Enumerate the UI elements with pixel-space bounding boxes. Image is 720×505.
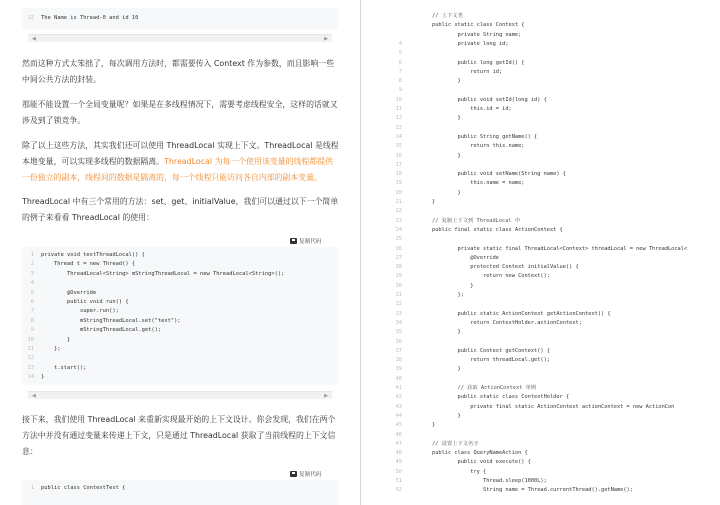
code-line bbox=[361, 468, 720, 477]
line-number: 49 bbox=[395, 459, 402, 466]
code-text: } bbox=[432, 152, 461, 159]
code-line bbox=[361, 152, 720, 161]
code-line bbox=[361, 114, 720, 123]
code-line bbox=[361, 96, 720, 105]
line-number: 43 bbox=[395, 403, 402, 410]
code-text: public void setId(long id) { bbox=[432, 96, 547, 103]
code-text: this.name = name; bbox=[432, 180, 525, 187]
code-text: super.run(); bbox=[41, 308, 119, 315]
code-line bbox=[361, 198, 720, 207]
threadlocal-highlight-text: ThreadLocal 为每一个使用该变量的线程都提供一份独立的副本，线程间的数据是隔离的，每一个线程只能访问各自内部的副本变量。 bbox=[22, 157, 333, 182]
threadlocal-intro-text: 除了以上这些方法，其实我们还可以使用 ThreadLocal 实现上下文。ThreadLocal 是线程本地变量，可以实现多线程的数据隔离。 bbox=[22, 141, 339, 166]
scroll-left-arrow-icon[interactable]: ◀ bbox=[32, 36, 36, 42]
line-number: 52 bbox=[395, 487, 402, 494]
code-text: private String name; bbox=[432, 31, 522, 38]
code-text: public final static class ActionContext { bbox=[432, 226, 563, 233]
line-number: 12 bbox=[27, 15, 34, 21]
code-text: this.id = id; bbox=[432, 106, 512, 112]
code-line bbox=[361, 431, 720, 440]
code-text: return threadLocal.get(); bbox=[432, 357, 550, 364]
code-line bbox=[22, 13, 338, 24]
code-text: } bbox=[432, 282, 474, 289]
code-line bbox=[361, 49, 720, 58]
line-number: 10 bbox=[27, 336, 34, 343]
line-number: 37 bbox=[395, 347, 402, 354]
line-number: 24 bbox=[395, 226, 402, 233]
line-number: 20 bbox=[395, 189, 402, 196]
scroll-right-arrow-icon[interactable]: ▶ bbox=[324, 393, 328, 399]
line-number: 13 bbox=[27, 364, 34, 371]
code-text: // 复制上下文到 ThreadLocal 中 bbox=[432, 217, 521, 224]
code-line bbox=[361, 375, 720, 384]
line-number: 9 bbox=[30, 327, 34, 334]
code-comment-line bbox=[361, 384, 720, 393]
line-number: 45 bbox=[395, 422, 402, 429]
line-number: 38 bbox=[395, 357, 402, 364]
line-number: 12 bbox=[395, 115, 402, 122]
code-line bbox=[361, 59, 720, 68]
code-line bbox=[361, 207, 720, 216]
line-number: 44 bbox=[395, 412, 402, 419]
line-number: 21 bbox=[395, 199, 402, 205]
line-number: 14 bbox=[395, 133, 402, 140]
code-text: @Override bbox=[41, 289, 97, 296]
line-number: 42 bbox=[395, 394, 402, 401]
code-text: public static class Context { bbox=[432, 22, 525, 29]
line-number: 8 bbox=[30, 317, 34, 324]
line-number: 18 bbox=[395, 171, 402, 178]
code-line bbox=[361, 40, 720, 49]
line-number: 28 bbox=[395, 264, 402, 271]
code-line bbox=[361, 356, 720, 365]
code-comment-line bbox=[361, 440, 720, 449]
line-number: 4 bbox=[398, 40, 402, 47]
line-number: 51 bbox=[395, 478, 402, 484]
line-number: 5 bbox=[30, 289, 34, 296]
code-text: try { bbox=[432, 468, 487, 475]
code-text: return id; bbox=[432, 68, 503, 75]
code-line bbox=[361, 486, 720, 495]
code-line bbox=[361, 263, 720, 272]
code-line bbox=[361, 133, 720, 142]
code-line bbox=[361, 77, 720, 86]
paragraph-context-redesign: 接下来，我们使用 ThreadLocal 来重新实现最开始的上下文设计。你会发现，我们在两个方法中并没有通过变量来传递上下文，只是通过 ThreadLocal 获取了当前线程的上下文信息： bbox=[22, 415, 336, 456]
code-text: protected Context initialValue() { bbox=[432, 264, 579, 271]
code-line bbox=[22, 372, 338, 383]
horizontal-scrollbar[interactable] bbox=[28, 34, 332, 42]
line-number: 7 bbox=[30, 308, 34, 315]
line-number: 39 bbox=[395, 366, 402, 373]
line-number: 7 bbox=[398, 68, 402, 75]
code-text: public long getId() { bbox=[432, 59, 525, 66]
code-line bbox=[361, 328, 720, 337]
line-number: 1 bbox=[30, 252, 34, 258]
code-text: } bbox=[432, 199, 436, 205]
code-text: } bbox=[432, 422, 436, 429]
line-number: 34 bbox=[395, 319, 402, 326]
code-text: }; bbox=[432, 292, 464, 298]
code-text: return this.name; bbox=[432, 143, 525, 150]
line-number: 9 bbox=[398, 87, 402, 94]
code-comment-line bbox=[361, 217, 720, 226]
line-number: 41 bbox=[395, 385, 402, 391]
code-line bbox=[361, 319, 720, 328]
line-number: 6 bbox=[30, 299, 34, 305]
code-text: Thread t = new Thread() { bbox=[41, 261, 136, 268]
code-text: mStringThreadLocal.set("test"); bbox=[41, 317, 181, 324]
horizontal-scrollbar[interactable] bbox=[28, 391, 332, 399]
code-text: } bbox=[432, 329, 461, 336]
code-line bbox=[361, 365, 720, 374]
copy-code-button[interactable] bbox=[290, 237, 321, 245]
code-text: String name = Thread.currentThread().getName(); bbox=[432, 487, 633, 494]
code-line bbox=[361, 124, 720, 133]
line-number: 15 bbox=[395, 143, 402, 150]
line-number: 31 bbox=[395, 292, 402, 298]
code-text: t.start(); bbox=[41, 364, 87, 371]
scroll-left-arrow-icon[interactable]: ◀ bbox=[32, 393, 36, 399]
line-number: 11 bbox=[27, 346, 34, 352]
code-text: private void testThreadLocal() { bbox=[41, 252, 145, 258]
code-line bbox=[361, 403, 720, 412]
code-line bbox=[361, 235, 720, 244]
line-number: 17 bbox=[395, 161, 402, 168]
code-line bbox=[361, 347, 720, 356]
code-line bbox=[361, 226, 720, 235]
code-text: private static final ThreadLocal<Context> threadLocal = new ThreadLocal< bbox=[432, 245, 688, 252]
line-number: 6 bbox=[398, 59, 402, 66]
code-line bbox=[361, 161, 720, 170]
scroll-right-arrow-icon[interactable]: ▶ bbox=[324, 36, 328, 42]
code-line bbox=[361, 291, 720, 300]
line-number: 50 bbox=[395, 468, 402, 475]
code-line bbox=[361, 282, 720, 291]
line-number: 48 bbox=[395, 450, 402, 457]
code-block-output bbox=[22, 8, 338, 30]
line-number: 36 bbox=[395, 338, 402, 345]
line-number: 16 bbox=[395, 152, 402, 159]
paragraph-threadlocal-intro bbox=[22, 138, 340, 186]
code-text: public class ContextTest { bbox=[41, 485, 126, 491]
line-number: 12 bbox=[27, 355, 34, 362]
code-line bbox=[361, 189, 720, 198]
line-number: 47 bbox=[395, 440, 402, 447]
line-number: 5 bbox=[398, 50, 402, 57]
code-text: } bbox=[432, 366, 461, 373]
line-number: 13 bbox=[395, 124, 402, 131]
code-text: }; bbox=[41, 346, 61, 352]
code-text: public void execute() { bbox=[432, 459, 531, 466]
code-line bbox=[361, 245, 720, 254]
line-number: 40 bbox=[395, 375, 402, 382]
code-text: The Name is Thread-0 and id 10 bbox=[41, 15, 139, 21]
code-text: public static ActionContext getActionContext() { bbox=[432, 310, 611, 317]
line-number: 14 bbox=[27, 374, 34, 381]
code-line bbox=[361, 142, 720, 151]
code-text: mStringThreadLocal.get(); bbox=[41, 327, 162, 334]
line-number: 23 bbox=[395, 217, 402, 224]
code-line bbox=[361, 458, 720, 467]
code-text: } bbox=[432, 412, 461, 419]
code-text: } bbox=[432, 78, 461, 85]
line-number: 46 bbox=[395, 431, 402, 438]
code-text: public static class ContextHolder { bbox=[432, 394, 570, 401]
code-text: public void run() { bbox=[41, 299, 129, 305]
code-text: private long id; bbox=[432, 40, 509, 47]
code-text: private final static ActionContext actionContext = new ActionCon bbox=[432, 403, 675, 410]
line-number: 19 bbox=[395, 180, 402, 187]
copy-code-label: 复制代码 bbox=[299, 472, 322, 478]
code-line bbox=[361, 477, 720, 486]
line-number: 25 bbox=[395, 236, 402, 243]
copy-code-button[interactable] bbox=[290, 470, 321, 478]
code-text: public String getName() { bbox=[432, 133, 538, 140]
code-line bbox=[361, 31, 720, 40]
code-text: // 获取 ActionContext 单例 bbox=[432, 385, 537, 391]
code-line bbox=[361, 421, 720, 430]
line-number: 11 bbox=[395, 106, 402, 112]
code-text: Thread.sleep(1000L); bbox=[432, 478, 547, 484]
code-text: } bbox=[432, 189, 461, 196]
code-line bbox=[361, 68, 720, 77]
line-number: 27 bbox=[395, 254, 402, 261]
code-line bbox=[361, 393, 720, 402]
code-text: return new Context(); bbox=[432, 273, 550, 280]
code-line bbox=[361, 300, 720, 309]
line-number: 10 bbox=[395, 96, 402, 103]
code-block-context-test bbox=[22, 480, 338, 505]
code-line bbox=[361, 272, 720, 281]
code-line bbox=[361, 338, 720, 347]
line-number: 3 bbox=[30, 270, 34, 277]
code-line bbox=[361, 412, 720, 421]
code-text: } bbox=[41, 336, 71, 343]
code-line bbox=[361, 170, 720, 179]
line-number: 22 bbox=[395, 208, 402, 215]
paragraph-context-param: 然而这种方式太笨拙了，每次调用方法时，都需要传入 Context 作为参数，而且影响一些中间公共方法的封装。 bbox=[22, 59, 335, 84]
code-line bbox=[361, 21, 720, 30]
copy-code-label: 复制代码 bbox=[299, 239, 322, 245]
code-line bbox=[361, 449, 720, 458]
code-line bbox=[361, 179, 720, 188]
code-text: // 上下文类 bbox=[432, 13, 463, 19]
line-number: 2 bbox=[30, 261, 34, 268]
code-line bbox=[361, 310, 720, 319]
copy-icon bbox=[290, 471, 297, 477]
line-number: 8 bbox=[398, 78, 402, 85]
line-number: 35 bbox=[395, 329, 402, 336]
copy-icon bbox=[290, 238, 297, 244]
code-text: } bbox=[41, 374, 45, 381]
code-text: return ContextHolder.actionContext; bbox=[432, 319, 582, 326]
code-line bbox=[22, 483, 338, 494]
code-text: public Context getContext() { bbox=[432, 347, 550, 354]
paragraph-global-variable: 那能不能设置一个全局变量呢？如果是在多线程情况下，需要考虑线程安全，这样的话就又涉及到了锁竞争。 bbox=[22, 100, 338, 125]
code-text: ThreadLocal<String> mStringThreadLocal = new ThreadLocal<String>(); bbox=[41, 270, 285, 277]
code-line bbox=[361, 254, 720, 263]
line-number: 29 bbox=[395, 273, 402, 280]
paragraph-threadlocal-methods: ThreadLocal 中有三个常用的方法：set、get、initialValue，我们可以通过以下一个简单的例子来看看 ThreadLocal 的使用： bbox=[22, 197, 339, 222]
code-text: // 设置上下文名字 bbox=[432, 440, 479, 447]
code-line bbox=[361, 86, 720, 95]
code-comment-line bbox=[361, 12, 720, 21]
line-number: 1 bbox=[30, 485, 34, 491]
code-text: } bbox=[432, 115, 461, 122]
code-text: public void setName(String name) { bbox=[432, 171, 566, 178]
right-page bbox=[361, 0, 720, 505]
line-number: 4 bbox=[30, 280, 34, 287]
line-number: 32 bbox=[395, 301, 402, 308]
code-text: @Override bbox=[432, 254, 499, 261]
line-number: 33 bbox=[395, 310, 402, 317]
code-line bbox=[361, 105, 720, 114]
line-number: 30 bbox=[395, 282, 402, 289]
code-block-threadlocal-example bbox=[22, 247, 338, 385]
line-number: 26 bbox=[395, 245, 402, 252]
code-text: public class QueryNameAction { bbox=[432, 450, 528, 457]
